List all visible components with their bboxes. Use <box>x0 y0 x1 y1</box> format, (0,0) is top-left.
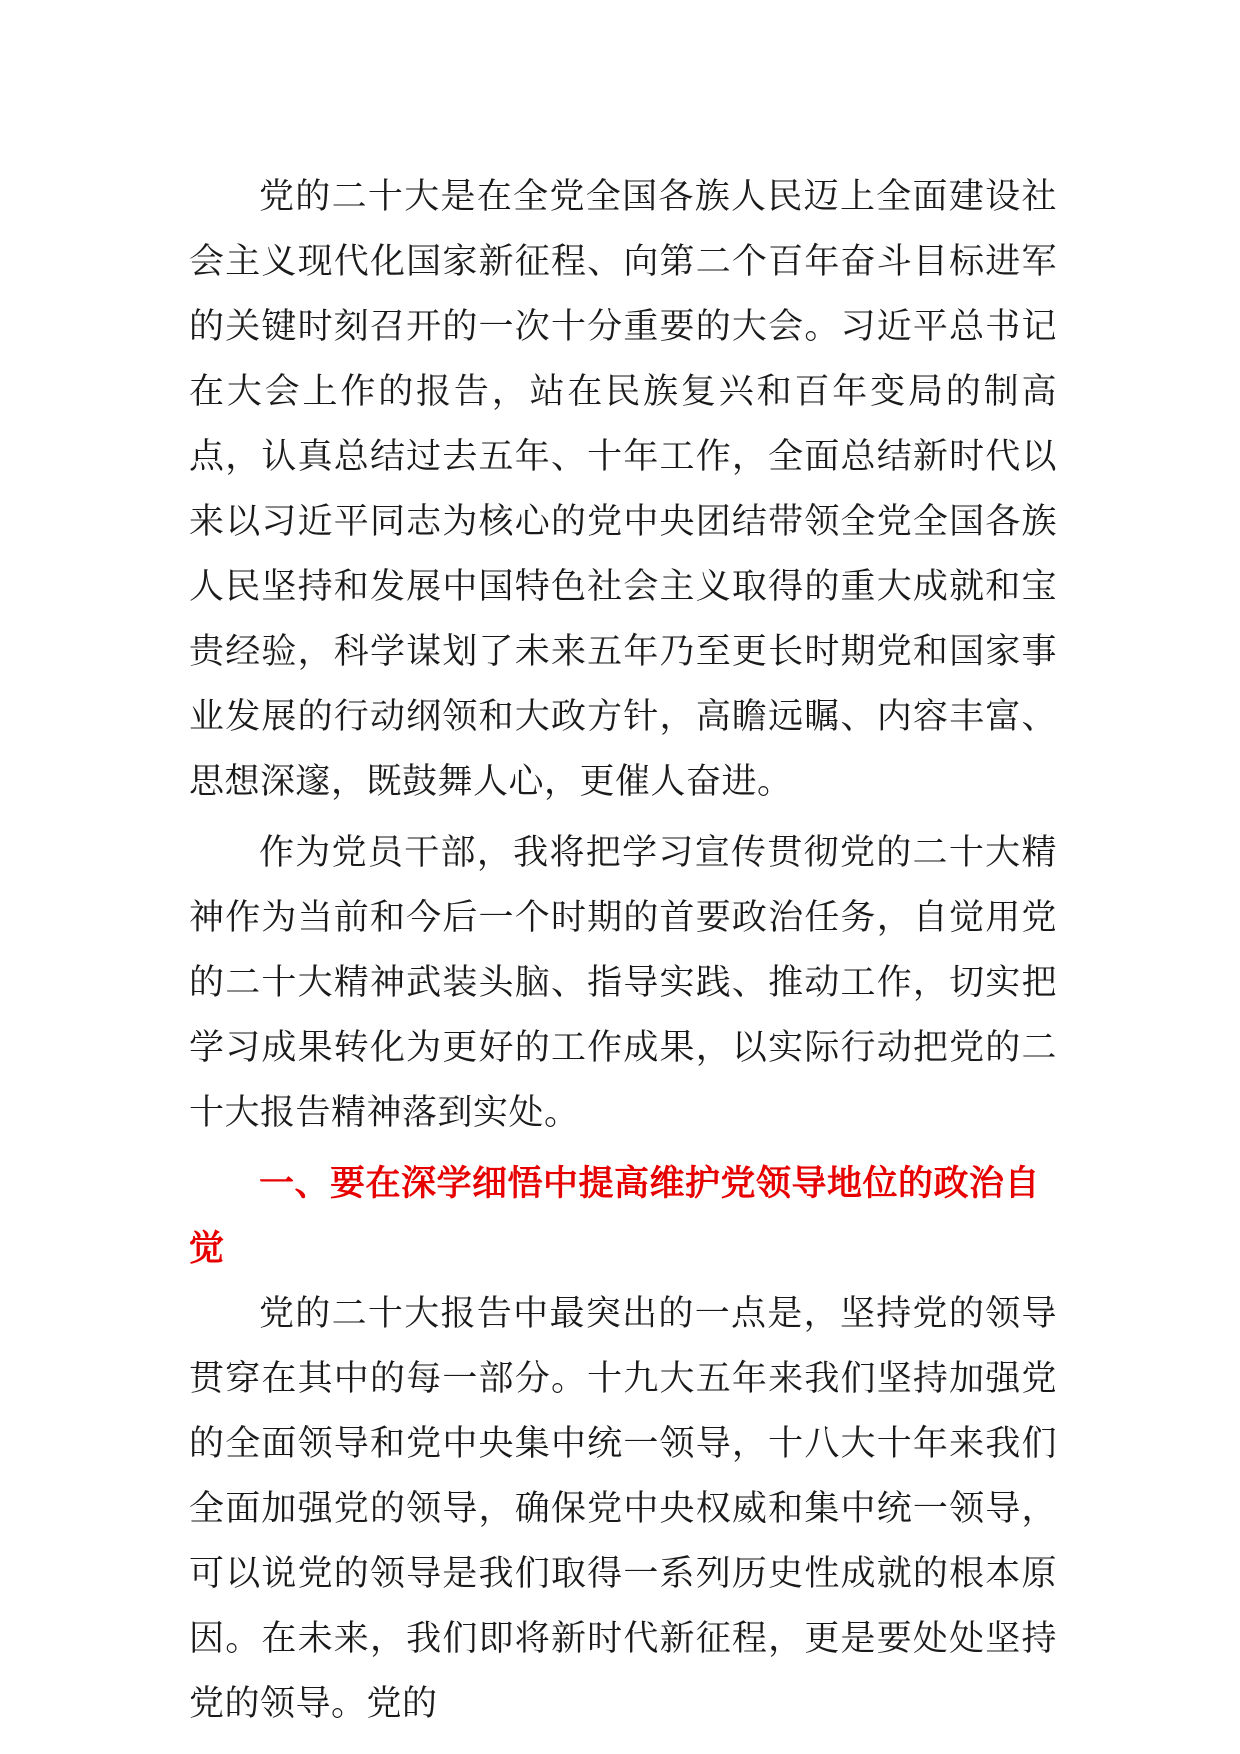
paragraph-section-body: 党的二十大报告中最突出的一点是，坚持党的领导贯穿在其中的每一部分。十九大五年来我们坚持加强党的全面领导和党中央集中统一领导，十八大十年来我们全面加强党的领导，确保党中央权威和集中统一领导，可以说党的领导是我们取得一系列历史性成就的根本原因。在未来，我们即将新时代新征程，更是要处处坚持党的领导。党的 <box>189 1294 1057 1724</box>
paragraph-commitment: 作为党员干部，我将把学习宣传贯彻党的二十大精神作为当前和今后一个时期的首要政治任务，自觉用党的二十大精神武装头脑、指导实践、推动工作，切实把学习成果转化为更好的工作成果，以实际行动把党的二十大报告精神落到实处。 <box>189 833 1057 1133</box>
section-heading: 一、要在深学细悟中提高维护党领导地位的政治自觉 <box>189 1164 1041 1269</box>
document-page <box>189 165 1057 1743</box>
paragraph-intro: 党的二十大是在全党全国各族人民迈上全面建设社会主义现代化国家新征程、向第二个百年奋斗目标进军的关键时刻召开的一次十分重要的大会。习近平总书记在大会上作的报告，站在民族复兴和百年变局的制高点，认真总结过去五年、十年工作，全面总结新时代以来以习近平同志为核心的党中央团结带领全党全国各族人民坚持和发展中国特色社会主义取得的重大成就和宝贵经验，科学谋划了未来五年乃至更长时期党和国家事业发展的行动纲领和大政方针，高瞻远瞩、内容丰富、思想深邃，既鼓舞人心，更催人奋进。 <box>189 177 1057 802</box>
